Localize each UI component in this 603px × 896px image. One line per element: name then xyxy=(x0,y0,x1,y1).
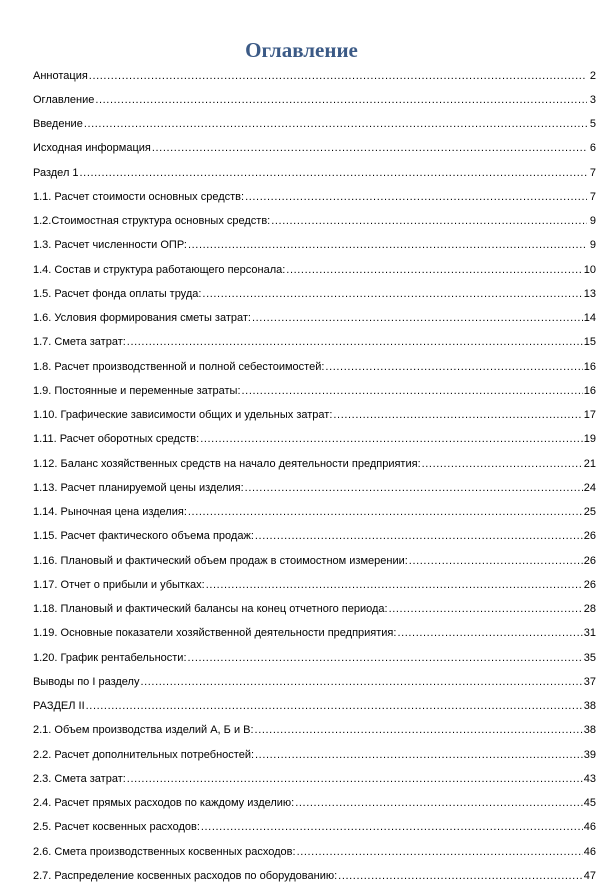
toc-entry-label: 1.8. Расчет производственной и полной себестоимостей: xyxy=(33,360,325,373)
toc-entry-page-number: 7 xyxy=(589,166,596,179)
dot-leader xyxy=(422,458,583,471)
dot-leader xyxy=(127,336,583,349)
toc-entry-label: 1.18. Плановый и фактический балансы на конец отчетного периода: xyxy=(33,603,388,616)
toc-entry-label: 2.4. Расчет прямых расходов по каждому изделию: xyxy=(33,797,295,810)
toc-entry[interactable] xyxy=(33,501,596,525)
dot-leader xyxy=(127,773,583,786)
dot-leader xyxy=(252,312,583,325)
toc-entry-label: 1.6. Условия формирования сметы затрат: xyxy=(33,312,251,325)
toc-entry-page-number: 15 xyxy=(583,336,596,349)
toc-entry[interactable] xyxy=(33,258,596,282)
toc-entry[interactable] xyxy=(33,622,596,646)
dot-leader xyxy=(245,191,587,204)
toc-entry-label: РАЗДЕЛ II xyxy=(33,700,85,713)
toc-entry[interactable] xyxy=(33,428,596,452)
toc-entry-page-number: 19 xyxy=(583,433,596,446)
toc-entry[interactable] xyxy=(33,452,596,476)
dot-leader xyxy=(84,118,587,131)
toc-entry-page-number: 3 xyxy=(589,93,596,106)
dot-leader xyxy=(409,555,583,568)
toc-entry-label: 1.14. Рыночная цена изделия: xyxy=(33,506,187,519)
toc-entry-label: 2.2. Расчет дополнительных потребностей: xyxy=(33,748,255,761)
dot-leader xyxy=(188,239,587,252)
toc-entry[interactable] xyxy=(33,355,596,379)
dot-leader xyxy=(255,749,583,762)
toc-entry-label: 1.10. Графические зависимости общих и удельных затрат: xyxy=(33,409,333,422)
toc-entry[interactable] xyxy=(33,88,596,112)
dot-leader xyxy=(295,797,583,810)
dot-leader xyxy=(389,603,583,616)
toc-entry[interactable] xyxy=(33,549,596,573)
toc-entry-page-number: 39 xyxy=(583,748,596,761)
toc-entry-page-number: 16 xyxy=(583,360,596,373)
toc-entry[interactable] xyxy=(33,64,596,88)
toc-entry-page-number: 21 xyxy=(583,457,596,470)
toc-entry-page-number: 13 xyxy=(583,287,596,300)
toc-entry[interactable] xyxy=(33,404,596,428)
toc-entry[interactable] xyxy=(33,864,596,888)
toc-entry-label: Выводы по I разделу xyxy=(33,675,140,688)
toc-entry-label: 1.7. Смета затрат: xyxy=(33,336,126,349)
dot-leader xyxy=(206,579,583,592)
toc-entry[interactable] xyxy=(33,670,596,694)
toc-entry-page-number: 25 xyxy=(583,506,596,519)
toc-entry-label: 2.3. Смета затрат: xyxy=(33,772,126,785)
dot-leader xyxy=(286,264,582,277)
dot-leader xyxy=(89,70,587,83)
toc-entry[interactable] xyxy=(33,767,596,791)
toc-entry-label: Аннотация xyxy=(33,69,88,82)
toc-entry-label: 1.19. Основные показатели хозяйственной деятельности предприятия: xyxy=(33,627,397,640)
dot-leader xyxy=(255,530,583,543)
toc-entry-page-number: 5 xyxy=(589,118,596,131)
toc-entry[interactable] xyxy=(33,185,596,209)
toc-entry-page-number: 24 xyxy=(583,481,596,494)
dot-leader xyxy=(200,433,583,446)
toc-entry[interactable] xyxy=(33,210,596,234)
toc-entry-page-number: 17 xyxy=(583,409,596,422)
toc-entry-label: 1.20. График рентабельности: xyxy=(33,651,187,664)
toc-entry[interactable] xyxy=(33,282,596,306)
page-title: Оглавление xyxy=(245,38,358,62)
toc-entry[interactable] xyxy=(33,719,596,743)
toc-entry-page-number: 38 xyxy=(583,724,596,737)
toc-entry-page-number: 16 xyxy=(583,384,596,397)
toc-entry-label: 1.9. Постоянные и переменные затраты: xyxy=(33,384,241,397)
toc-entry[interactable] xyxy=(33,573,596,597)
dot-leader xyxy=(188,506,583,519)
toc-entry-page-number: 46 xyxy=(583,821,596,834)
toc-entry-label: Введение xyxy=(33,118,83,131)
toc-entry-page-number: 26 xyxy=(583,578,596,591)
toc-entry[interactable] xyxy=(33,137,596,161)
dot-leader xyxy=(188,652,583,665)
dot-leader xyxy=(201,821,583,834)
toc-entry-page-number: 26 xyxy=(583,530,596,543)
dot-leader xyxy=(325,361,582,374)
toc-entry-label: 1.16. Плановый и фактический объем продаж в стоимостном измерении: xyxy=(33,554,408,567)
toc-entry-label: 1.5. Расчет фонда оплаты труда: xyxy=(33,287,202,300)
toc-entry[interactable] xyxy=(33,743,596,767)
dot-leader xyxy=(152,142,587,155)
toc-entry-page-number: 45 xyxy=(583,797,596,810)
toc-entry-label: 1.11. Расчет оборотных средств: xyxy=(33,433,200,446)
toc-entry-page-number: 46 xyxy=(583,845,596,858)
toc-entry[interactable] xyxy=(33,598,596,622)
toc-entry[interactable] xyxy=(33,840,596,864)
toc-entry-label: Оглавление xyxy=(33,93,95,106)
toc-entry[interactable] xyxy=(33,113,596,137)
toc-entry-page-number: 6 xyxy=(589,142,596,155)
dot-leader xyxy=(338,870,583,883)
dot-leader xyxy=(95,94,587,107)
toc-entry-label: 2.1. Объем производства изделий А, Б и В: xyxy=(33,724,254,737)
toc-entry[interactable] xyxy=(33,234,596,258)
dot-leader xyxy=(271,215,587,228)
dot-leader xyxy=(202,288,582,301)
dot-leader xyxy=(245,482,583,495)
toc-entry-label: 1.3. Расчет численности ОПР: xyxy=(33,239,187,252)
toc-entry-page-number: 14 xyxy=(583,312,596,325)
toc-entry-page-number: 47 xyxy=(583,869,596,882)
dot-leader xyxy=(242,385,583,398)
toc-entry-page-number: 9 xyxy=(589,215,596,228)
toc-entry[interactable] xyxy=(33,792,596,816)
toc-entry-label: 2.6. Смета производственных косвенных расходов: xyxy=(33,845,296,858)
toc-entry[interactable] xyxy=(33,695,596,719)
toc-entry-label: 1.1. Расчет стоимости основных средств: xyxy=(33,190,245,203)
toc-entry-page-number: 31 xyxy=(583,627,596,640)
dot-leader xyxy=(333,409,582,422)
toc-entry-label: 1.17. Отчет о прибыли и убытках: xyxy=(33,578,205,591)
toc-entry-label: Исходная информация xyxy=(33,142,151,155)
toc-entry-label: 2.5. Расчет косвенных расходов: xyxy=(33,821,200,834)
toc-entry[interactable] xyxy=(33,646,596,670)
dot-leader xyxy=(86,700,583,713)
toc-entry-page-number: 35 xyxy=(583,651,596,664)
toc-entry[interactable] xyxy=(33,307,596,331)
dot-leader xyxy=(397,627,582,640)
toc-entry[interactable] xyxy=(33,379,596,403)
toc-entry-label: Раздел 1 xyxy=(33,166,79,179)
toc-entry-page-number: 37 xyxy=(583,675,596,688)
toc-entry[interactable] xyxy=(33,525,596,549)
toc-entry-label: 1.4. Состав и структура работающего персонала: xyxy=(33,263,286,276)
toc-entry-page-number: 28 xyxy=(583,603,596,616)
toc-entry-page-number: 7 xyxy=(589,190,596,203)
toc-entry-page-number: 43 xyxy=(583,772,596,785)
toc-entry-page-number: 10 xyxy=(583,263,596,276)
dot-leader xyxy=(255,724,583,737)
dot-leader xyxy=(80,167,587,180)
dot-leader xyxy=(297,846,583,859)
toc-entry-page-number: 2 xyxy=(589,69,596,82)
toc-entry-page-number: 26 xyxy=(583,554,596,567)
toc-entry-label: 1.12. Баланс хозяйственных средств на начало деятельности предприятия: xyxy=(33,457,421,470)
toc-entry-label: 1.15. Расчет фактического объема продаж: xyxy=(33,530,254,543)
toc-entry[interactable] xyxy=(33,476,596,500)
toc-entry[interactable] xyxy=(33,331,596,355)
toc-entry[interactable] xyxy=(33,161,596,185)
toc-entry[interactable] xyxy=(33,816,596,840)
toc-entry-page-number: 38 xyxy=(583,700,596,713)
toc-entry-label: 1.2.Стоимостная структура основных средств: xyxy=(33,215,271,228)
toc-entry-page-number: 9 xyxy=(589,239,596,252)
dot-leader xyxy=(140,676,582,689)
toc-entry-label: 2.7. Распределение косвенных расходов по оборудованию: xyxy=(33,869,338,882)
toc-entry-label: 1.13. Расчет планируемой цены изделия: xyxy=(33,481,244,494)
table-of-contents xyxy=(33,64,596,889)
